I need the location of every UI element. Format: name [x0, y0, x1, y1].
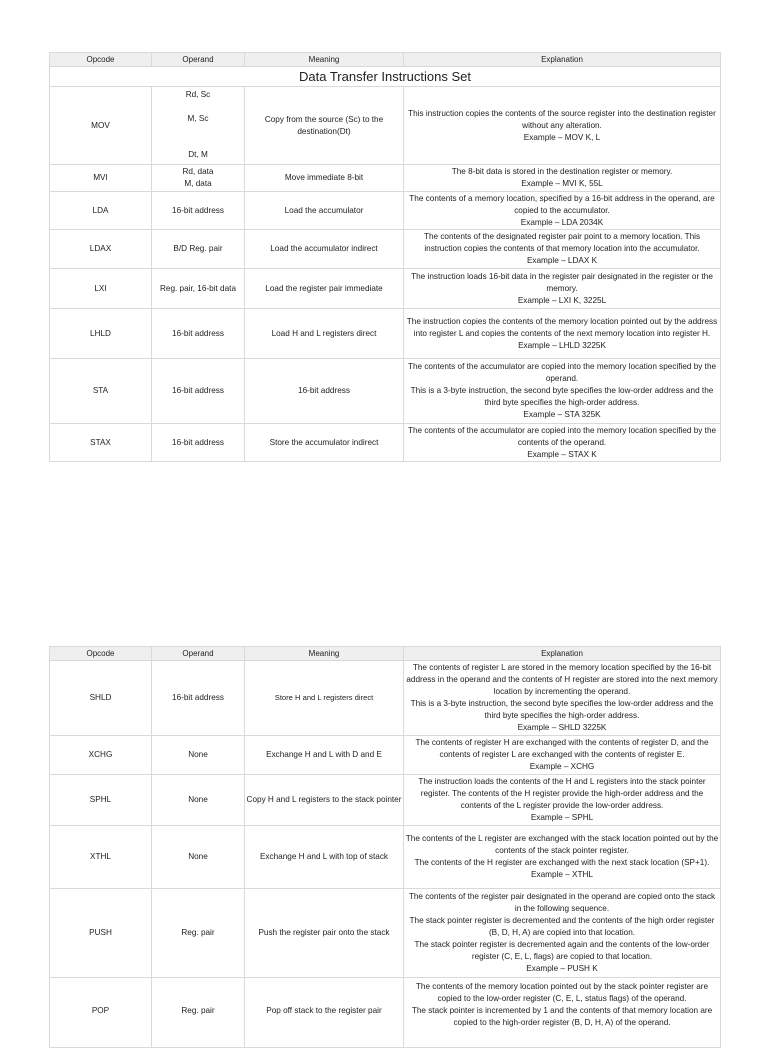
explanation-line: The instruction loads 16-bit data in the register pair designated in the register or the memory.	[411, 271, 713, 293]
table-row	[50, 661, 721, 736]
explanation-cell	[404, 661, 721, 736]
header-meaning: Meaning	[245, 647, 404, 661]
explanation-line: The contents of the memory location pointed out by the stack pointer register are copied to the low-order register (C, E, L, status flags) of the operand.	[415, 982, 709, 1003]
header-operand: Operand	[152, 53, 245, 67]
explanation-cell	[404, 359, 721, 424]
opcode-cell: MVI	[50, 165, 152, 192]
explanation-cell	[404, 736, 721, 775]
opcode-cell: SHLD	[50, 661, 152, 736]
table-row	[50, 826, 721, 889]
table-row	[50, 775, 721, 826]
explanation-line: Example – XTHL	[531, 870, 593, 879]
explanation-line: The contents of the register pair designated in the operand are copied onto the stack in the following sequence.	[408, 892, 716, 913]
opcode-cell: PUSH	[50, 889, 152, 978]
explanation-line: Example – MVI K, 55L	[521, 179, 603, 188]
meaning-cell: Exchange H and L with D and E	[245, 736, 404, 775]
operand-cell: 16-bit address	[152, 192, 245, 230]
explanation-line: Example – MOV K, L	[523, 132, 601, 142]
meaning-cell: Store the accumulator indirect	[245, 424, 404, 462]
explanation-line: Example – STAX K	[527, 449, 597, 459]
meaning-cell: Store H and L registers direct	[245, 661, 404, 736]
table-row	[50, 192, 721, 230]
meaning-cell: Load the register pair immediate	[245, 269, 404, 309]
opcode-cell: XCHG	[50, 736, 152, 775]
explanation-line: Example – LDAX K	[526, 256, 598, 265]
explanation-line: Example – LDA 2034K	[520, 217, 604, 227]
opcode-cell: MOV	[50, 87, 152, 165]
header-meaning: Meaning	[245, 53, 404, 67]
explanation-line: The 8-bit data is stored in the destination register or memory.	[451, 167, 673, 176]
explanation-line: The contents of register H are exchanged with the contents of register D, and the contents of register L are exchanged with the contents of register E.	[415, 738, 709, 759]
operand-line: Rd, Sc	[185, 90, 211, 99]
opcode-cell: SPHL	[50, 775, 152, 826]
table-caption: Data Transfer Instructions Set	[50, 67, 721, 87]
explanation-cell	[404, 826, 721, 889]
explanation-line: Example – SHLD 3225K	[517, 723, 607, 732]
operand-cell: 16-bit address	[152, 661, 245, 736]
explanation-cell	[404, 978, 721, 1048]
operand-cell: Reg. pair	[152, 978, 245, 1048]
meaning-cell: Copy H and L registers to the stack pointer	[245, 775, 404, 826]
explanation-line: The stack pointer register is decremented again and the contents of the low-order register (C, E, L, flags) are copied to that location.	[414, 940, 710, 961]
operand-cell: None	[152, 826, 245, 889]
explanation-cell	[404, 269, 721, 309]
table-row	[50, 359, 721, 424]
table-header-row	[50, 53, 721, 67]
opcode-cell: XTHL	[50, 826, 152, 889]
explanation-line: The contents of the designated register pair point to a memory location. This instruction copies the contents of that memory location into the accumulator.	[423, 232, 701, 253]
header-explanation: Explanation	[404, 53, 721, 67]
explanation-cell	[404, 889, 721, 978]
explanation-line: The contents of the L register are exchanged with the stack location pointed out by the contents of the stack pointer register.	[405, 834, 719, 855]
operand-cell: Reg. pair	[152, 889, 245, 978]
meaning-cell: Load the accumulator	[245, 192, 404, 230]
explanation-cell	[404, 165, 721, 192]
explanation-line: Example – STA 325K	[523, 410, 601, 419]
operand-cell: None	[152, 736, 245, 775]
meaning-cell: Move immediate 8-bit	[245, 165, 404, 192]
operand-cell: B/D Reg. pair	[152, 230, 245, 269]
explanation-line: Example – XCHG	[529, 762, 595, 771]
operand-line: Rd, data	[182, 167, 214, 176]
operand-line: Dt, M	[188, 150, 208, 159]
explanation-line: This is a 3-byte instruction, the second byte specifies the low-order address and the third byte specifies the high-order address.	[410, 386, 714, 407]
operand-cell: 16-bit address	[152, 359, 245, 424]
header-opcode: Opcode	[50, 53, 152, 67]
table-row	[50, 424, 721, 462]
operand-cell: 16-bit address	[152, 424, 245, 462]
meaning-cell: Exchange H and L with top of stack	[245, 826, 404, 889]
explanation-line: Example – PUSH K	[526, 964, 598, 973]
explanation-cell	[404, 87, 721, 165]
explanation-line: The stack pointer is incremented by 1 and the contents of that memory location are copied to the high-order register (B, D, H, A) of the operand.	[411, 1006, 713, 1027]
explanation-line: Example – LXI K, 3225L	[517, 295, 607, 305]
operand-cell: None	[152, 775, 245, 826]
table-row	[50, 736, 721, 775]
explanation-line: The contents of a memory location, specified by a 16-bit address in the operand, are copied to the accumulator.	[409, 193, 715, 215]
header-explanation: Explanation	[404, 647, 721, 661]
operand-line: M, Sc	[187, 114, 209, 123]
meaning-cell: Copy from the source (Sc) to the destination(Dt)	[245, 87, 404, 165]
explanation-line: The instruction copies the contents of the memory location pointed out by the address into register L and copies the contents of the next memory location into register H.	[406, 316, 718, 338]
table-row	[50, 165, 721, 192]
operand-cell: Reg. pair, 16-bit data	[152, 269, 245, 309]
explanation-line: Example – LHLD 3225K	[518, 340, 606, 350]
explanation-cell	[404, 424, 721, 462]
meaning-cell: 16-bit address	[245, 359, 404, 424]
explanation-line: The stack pointer register is decremented and the contents of the high order register (B, D, H, A) are copied into that location.	[409, 916, 715, 937]
operand-cell: 16-bit address	[152, 309, 245, 359]
operand-line: M, data	[184, 179, 212, 188]
explanation-cell	[404, 192, 721, 230]
table-header-row	[50, 647, 721, 661]
opcode-cell: STA	[50, 359, 152, 424]
explanation-line: The contents of the accumulator are copied into the memory location specified by the operand.	[407, 362, 717, 383]
explanation-line: The instruction loads the contents of the H and L registers into the stack pointer register. The contents of the H register provide the high-order address and the contents of the L register provide the low-order address.	[418, 777, 706, 810]
explanation-line: The contents of register L are stored in the memory location specified by the 16-bit address in the operand and the contents of H register are stored into the next memory location by incrementing the operand.	[406, 663, 718, 696]
data-transfer-table-2	[49, 646, 721, 1048]
explanation-cell	[404, 309, 721, 359]
header-opcode: Opcode	[50, 647, 152, 661]
explanation-line: The contents of the H register are exchanged with the next stack location (SP+1).	[414, 858, 710, 867]
table-row	[50, 889, 721, 978]
explanation-cell	[404, 775, 721, 826]
data-transfer-table-1	[49, 52, 721, 462]
opcode-cell: LDA	[50, 192, 152, 230]
meaning-cell: Pop off stack to the register pair	[245, 978, 404, 1048]
opcode-cell: LXI	[50, 269, 152, 309]
explanation-line: The contents of the accumulator are copied into the memory location specified by the contents of the operand.	[407, 425, 717, 447]
explanation-line: Example – SPHL	[530, 813, 594, 822]
opcode-cell: LDAX	[50, 230, 152, 269]
opcode-cell: POP	[50, 978, 152, 1048]
table-row	[50, 978, 721, 1048]
meaning-cell: Load the accumulator indirect	[245, 230, 404, 269]
explanation-cell	[404, 230, 721, 269]
meaning-cell: Push the register pair onto the stack	[245, 889, 404, 978]
table-row	[50, 87, 721, 165]
table-row	[50, 269, 721, 309]
opcode-cell: STAX	[50, 424, 152, 462]
table-row	[50, 309, 721, 359]
header-operand: Operand	[152, 647, 245, 661]
explanation-line: This is a 3-byte instruction, the second byte specifies the low-order address and the third byte specifies the high-order address.	[410, 699, 714, 720]
meaning-cell: Load H and L registers direct	[245, 309, 404, 359]
explanation-line: This instruction copies the contents of the source register into the destination register without any alteration.	[408, 108, 716, 130]
caption-row	[50, 67, 721, 87]
table-row	[50, 230, 721, 269]
operand-cell	[152, 87, 245, 165]
opcode-cell: LHLD	[50, 309, 152, 359]
operand-cell	[152, 165, 245, 192]
